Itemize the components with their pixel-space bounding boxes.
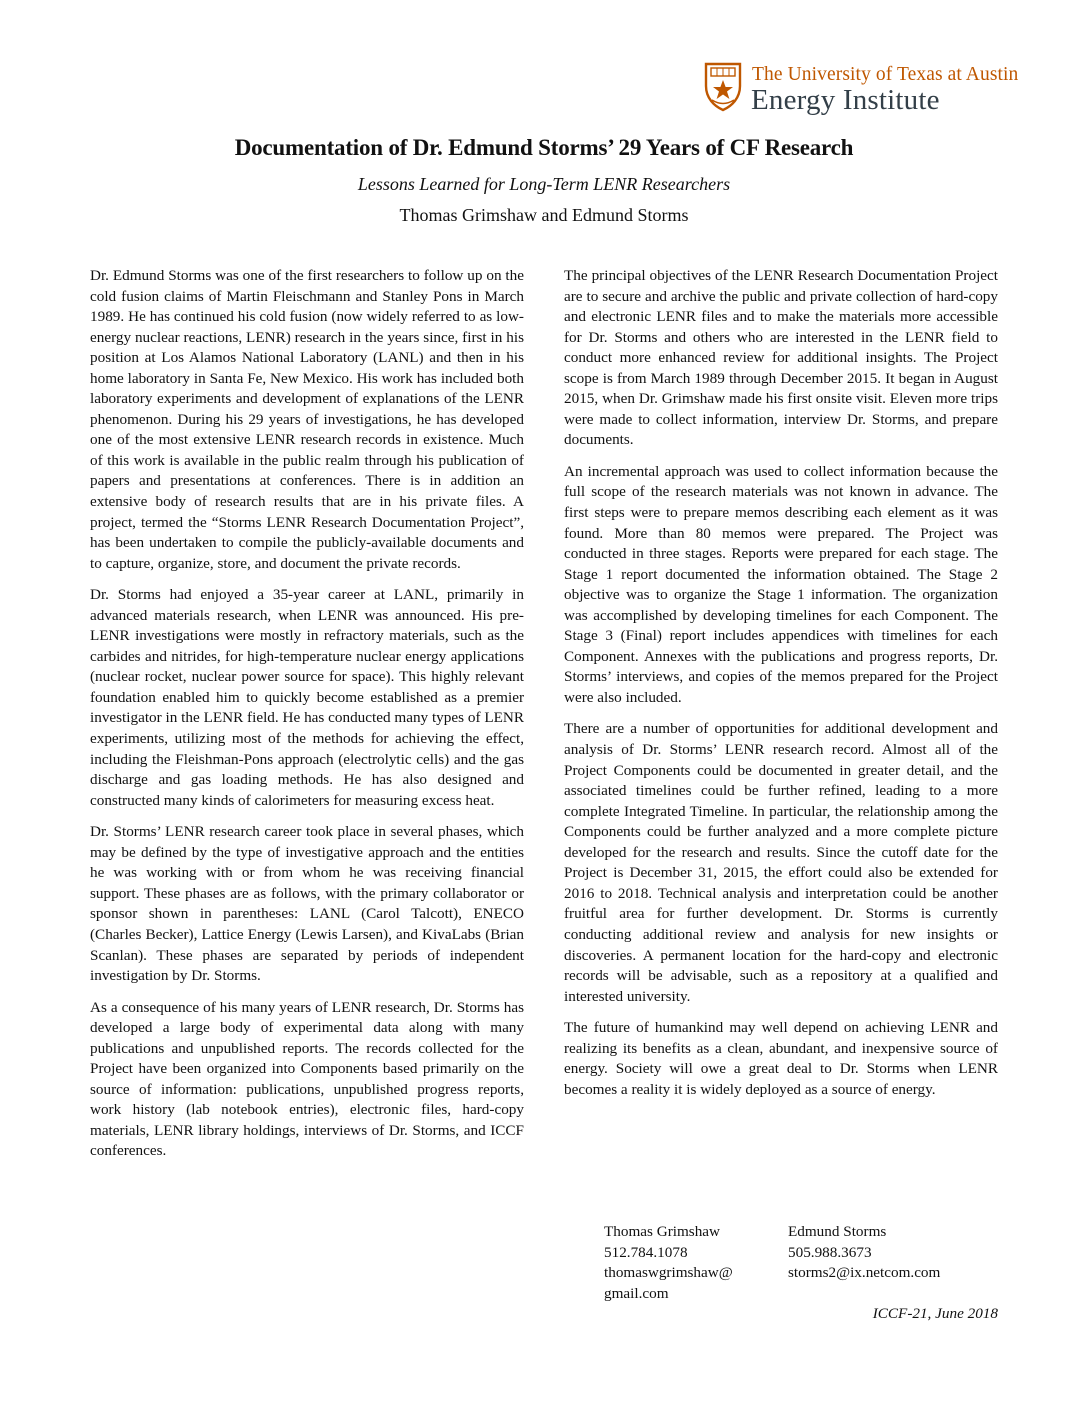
page-subtitle: Lessons Learned for Long-Term LENR Researchers — [357, 174, 731, 194]
contact-name: Thomas Grimshaw — [604, 1223, 720, 1240]
contact-email: storms2@ix.netcom.com — [788, 1264, 941, 1281]
body-paragraph: The principal objectives of the LENR Research Documentation Project are to secure and archive the public and private collection of hard-copy and electronic LENR files and to make the materials more accessible for Dr. Storms and others who are interested in the LENR field to conduct more enhanced review for additional insights. The Project scope is from March 1989 through December 2015. It began in August 2015, when Dr. Grimshaw made his first onsite visit. Eleven more trips were made to collect information, interview Dr. Storms, and prepare documents. — [564, 267, 998, 449]
right-column — [564, 266, 998, 1111]
body-paragraph: The future of humankind may well depend on achieving LENR and realizing its benefits as a clean, abundant, and inexpensive source of energy. Society will owe a great deal to Dr. Storms when LENR becomes a reality it is widely deployed as a source of energy. — [564, 1019, 998, 1098]
ut-energy-institute-logo — [704, 62, 1024, 114]
university-name: The University of Texas at Austin — [752, 64, 1019, 85]
body-paragraph: There are a number of opportunities for additional development and analysis of Dr. Storms’ LENR research record. Almost all of the Project Components could be documented in greater detail, and the associated timelines could be further refined, leading to a more complete Integrated Timeline. In particular, the relationship among the Components could be further analyzed and a more complete picture developed for the research and results. Since the cutoff date for the Project is December 31, 2015, the effort could also be extended for 2016 to 2018. Technical analysis and interpretation could be another fruitful area for further development. Dr. Storms is currently conducting additional review and analysis for new insights or discoveries. A permanent location for the hard-copy and electronic records will be advisable, such as a repository at a qualified and interested university. — [564, 720, 998, 1005]
ut-shield-icon — [704, 62, 742, 112]
contact-name: Edmund Storms — [788, 1223, 887, 1240]
body-paragraph: Dr. Edmund Storms was one of the first researchers to follow up on the cold fusion claims of Martin Fleischmann and Stanley Pons in March 1989. He has continued his cold fusion (now widely referred to as low-energy nuclear reactions, LENR) research in the years since, first in his position at Los Alamos National Laboratory (LANL) and then in his home laboratory in Santa Fe, New Mexico. His work has included both laboratory experiments and development of explanations of the LENR phenomenon. During his 29 years of investigations, he has developed one of the most extensive LENR research records in existence. Much of this work is available in the public realm through his publication of papers and presentations at conferences. There is in addition an extensive body of research results that are in his private files. A project, termed the “Storms LENR Research Documentation Project”, has been undertaken to compile the publicly-available documents and to capture, organize, store, and document the private records. — [90, 267, 524, 572]
contact-grimshaw — [604, 1222, 780, 1304]
contact-phone: 512.784.1078 — [604, 1243, 688, 1261]
conference-footer: ICCF-21, June 2018 — [872, 1305, 998, 1322]
contact-storms — [788, 1222, 1004, 1284]
page-title: Documentation of Dr. Edmund Storms’ 29 Years of CF Research — [234, 135, 854, 160]
institute-name: Energy Institute — [751, 84, 940, 116]
contact-email: thomaswgrimshaw@ — [604, 1264, 733, 1281]
contact-phone: 505.988.3673 — [788, 1243, 872, 1261]
contact-email-continued: gmail.com — [604, 1284, 669, 1302]
left-column — [90, 266, 524, 1173]
body-paragraph: Dr. Storms had enjoyed a 35-year career at LANL, primarily in advanced materials research, when LENR was announced. His pre-LENR investigations were mostly in refractory materials, such as the carbides and nitrides, for high-temperature nuclear energy applications (nuclear rocket, nuclear power source for space). This highly relevant foundation enabled him to quickly become established as a premier investigator in the LENR field. He has conducted many types of LENR experiments, utilizing most of the methods for achieving the effect, including the Fleishman-Pons approach (electrolytic cells) and the gas discharge and gas loading methods. He has also designed and constructed many kinds of calorimeters for measuring excess heat. — [90, 586, 524, 809]
body-paragraph: An incremental approach was used to collect information because the full scope of the research materials was not known in advance. The first steps were to prepare memos describing each element as it was found. More than 80 memos were prepared. The Project was conducted in three stages. Reports were prepared for each stage. The Stage 1 report documented the information obtained. The Stage 2 objective was to organize the Stage 1 information. The organization was accomplished by developing timelines for each Component. The Stage 3 (Final) report includes appendices with timelines for each Component. Annexes with the publications and progress reports, Dr. Storms’ interviews, and copies of the memos prepared for the Project were also included. — [564, 462, 998, 706]
author-line: Thomas Grimshaw and Edmund Storms — [399, 205, 689, 225]
body-paragraph: Dr. Storms’ LENR research career took place in several phases, which may be defined by the type of investigative approach and the entities he was working with or from whom he was receiving financial support. These phases are as follows, with the primary collaborator or sponsor shown in parentheses: LANL (Carol Talcott), ENECO (Charles Becker), Lattice Energy (Lewis Larsen), and KivaLabs (Brian Scanlan). These phases are separated by periods of independent investigation by Dr. Storms. — [90, 823, 524, 985]
body-paragraph: As a consequence of his many years of LENR research, Dr. Storms has developed a large body of experimental data along with many publications and unpublished reports. The records collected for the Project have been organized into Components based primarily on the source of information: publications, unpublished progress reports, work history (lab notebook entries), electronic files, hard-copy materials, LENR library holdings, interviews of Dr. Storms, and ICCF conferences. — [90, 998, 524, 1160]
contact-block — [604, 1222, 1004, 1312]
